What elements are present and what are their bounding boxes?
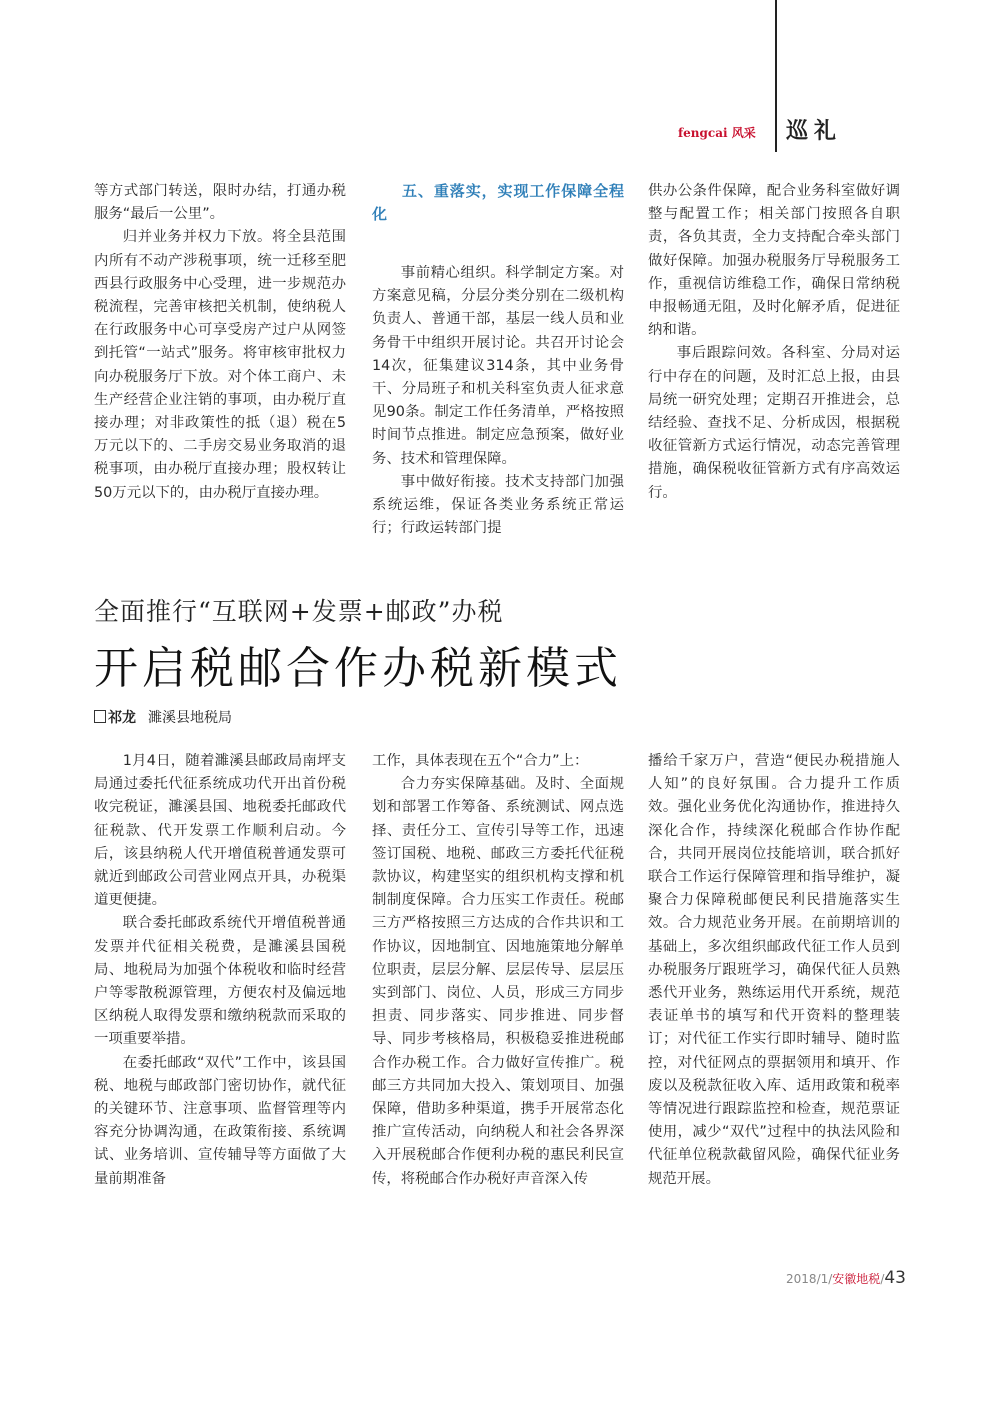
byline-box-icon — [94, 710, 106, 723]
paragraph: 供办公条件保障，配合业务科室做好调整与配置工作；相关部门按照各自职责，各负其责，全力支持配合牵头部门做好保障。加强办税服务厅导税服务工作，重视信访维稳工作，确保日常纳税申报畅通无阻，及时化解矛盾，促进征纳和谐。 — [648, 183, 900, 339]
paragraph: 播给千家万户，营造“便民办税措施人人知”的良好氛围。合力提升工作质效。强化业务优化沟通协作，推进持久深化合作，持续深化税邮合作协作配合，共同开展岗位技能培训，联合抓好联合工作运行保障管理和指导维护，凝聚合力保障税邮便民利民措施落实生效。合力规范业务开展。在前期培训的基础上，多次组织邮政代征工作人员到办税服务厅跟班学习，确保代征人员熟悉代开业务，熟练运用代开系统，规范表证单书的填写和代开资料的整理装订；对代征工作实行即时辅导、随时监控，对代征网点的票据领用和填开、作废以及税款征收入库、适用政策和税率等情况进行跟踪监控和检查，规范票证使用，减少“双代”过程中的执法风险和代征单位税款截留风险，确保代征业务规范开展。 — [648, 753, 900, 1187]
byline — [94, 707, 232, 727]
magazine-name: 安徽地税 — [832, 1272, 881, 1286]
page-number: 43 — [884, 1268, 906, 1288]
section-heading: 五、重落实，实现工作保障全程化 — [372, 182, 624, 223]
author: 祁龙 — [108, 710, 136, 726]
paragraph: 联合委托邮政系统代开增值税普通发票并代征相关税费，是濉溪县国税局、地税局为加强个体税收和临时经营户等零散税源管理，方便农村及偏远地区纳税人取得发票和缴纳税款而采取的一项重要举措。 — [94, 915, 346, 1048]
paragraph: 事后跟踪问效。各科室、分局对运行中存在的问题，及时汇总上报，由县局统一研究处理；定期召开推进会，总结经验、查找不足、分析成因，根据税收征管新方式运行情况，动态完善管理措施，确保税收征管新方式有序高效运行。 — [648, 345, 900, 501]
paragraph: 合力夯实保障基础。及时、全面规划和部署工作筹备、系统测试、网点选择、责任分工、宣传引导等工作，迅速签订国税、地税、邮政三方委托代征税款协议，构建坚实的组织机构支撑和机制制度保障。合力压实工作责任。税邮三方严格按照三方达成的合作共识和工作协议，因地制宜、因地施策地分解单位职责，层层分解、层层传导、层层压实到部门、岗位、人员，形成三方同步担责、同步落实、同步推进、同步督导、同步考核格局，积极稳妥推进税邮合作办税工作。合力做好宣传推广。税邮三方共同加大投入、策划项目、加强保障，借助多种渠道，携手开展常态化推广宣传活动，向纳税人和社会各界深入开展税邮合作便利办税的惠民利民宣传，将税邮合作办税好声音深入传 — [372, 776, 624, 1187]
affiliation: 濉溪县地税局 — [148, 710, 232, 726]
paragraph: 归并业务并权力下放。将全县范围内所有不动产涉税事项，统一迁移至肥西县行政服务中心受理，进一步规范办税流程，完善审核把关机制，使纳税人在行政服务中心可享受房产过户从网签到托管“一站式”服务。将审核审批权力向办税服务厅下放。对个体工商户、未生产经营企业注销的事项，由办税厅直接办理；对非政策性的抵（退）税在5万元以下的、二手房交易业务取消的退税事项，由办税厅直接办理；股权转让50万元以下的，由办税厅直接办理。 — [94, 229, 346, 501]
paragraph: 等方式部门转送，限时办结，打通办税服务“最后一公里”。 — [94, 183, 346, 223]
top-column-3 — [648, 180, 900, 505]
article-column-3 — [648, 750, 900, 1191]
paragraph: 在委托邮政“双代”工作中，该县国税、地税与邮政部门密切协作，就代征的关键环节、注意事项、监督管理等内容充分协调沟通，在政策衔接、系统调试、业务培训、宣传辅导等方面做了大量前期准备 — [94, 1054, 346, 1187]
section-label: fengcai 风采 — [678, 126, 756, 140]
top-column-2 — [372, 180, 624, 540]
page-footer: 2018/1/安徽地税/43 — [786, 1268, 906, 1288]
header-rule — [775, 0, 777, 152]
column-title: 巡礼 — [786, 119, 843, 144]
article-title: 开启税邮合作办税新模式 — [94, 643, 622, 694]
top-column-1 — [94, 180, 346, 505]
paragraph: 事前精心组织。科学制定方案。对方案意见稿，分层分类分别在二级机构负责人、普通干部，基层一线人员和业务骨干中组织开展讨论。共召开讨论会14次，征集建议314条，其中业务骨干、分局班子和机关科室负责人征求意见90条。制定工作任务清单，严格按照时间节点推进。制定应急预案，做好业务、技术和管理保障。 — [372, 265, 624, 467]
article-kicker: 全面推行“互联网+发票+邮政”办税 — [94, 597, 504, 626]
article-column-2 — [372, 750, 624, 1191]
paragraph: 1月4日，随着濉溪县邮政局南坪支局通过委托代征系统成功代开出首份税收完税证，濉溪县国、地税委托邮政代征税款、代开发票工作顺利启动。今后，该县纳税人代开增值税普通发票可就近到邮政公司营业网点开具，办税渠道更便捷。 — [94, 753, 346, 909]
paragraph: 工作，具体表现在五个“合力”上： — [372, 753, 589, 769]
paragraph: 事中做好衔接。技术支持部门加强系统运维，保证各类业务系统正常运行；行政运转部门提 — [372, 473, 624, 537]
article-column-1 — [94, 750, 346, 1191]
